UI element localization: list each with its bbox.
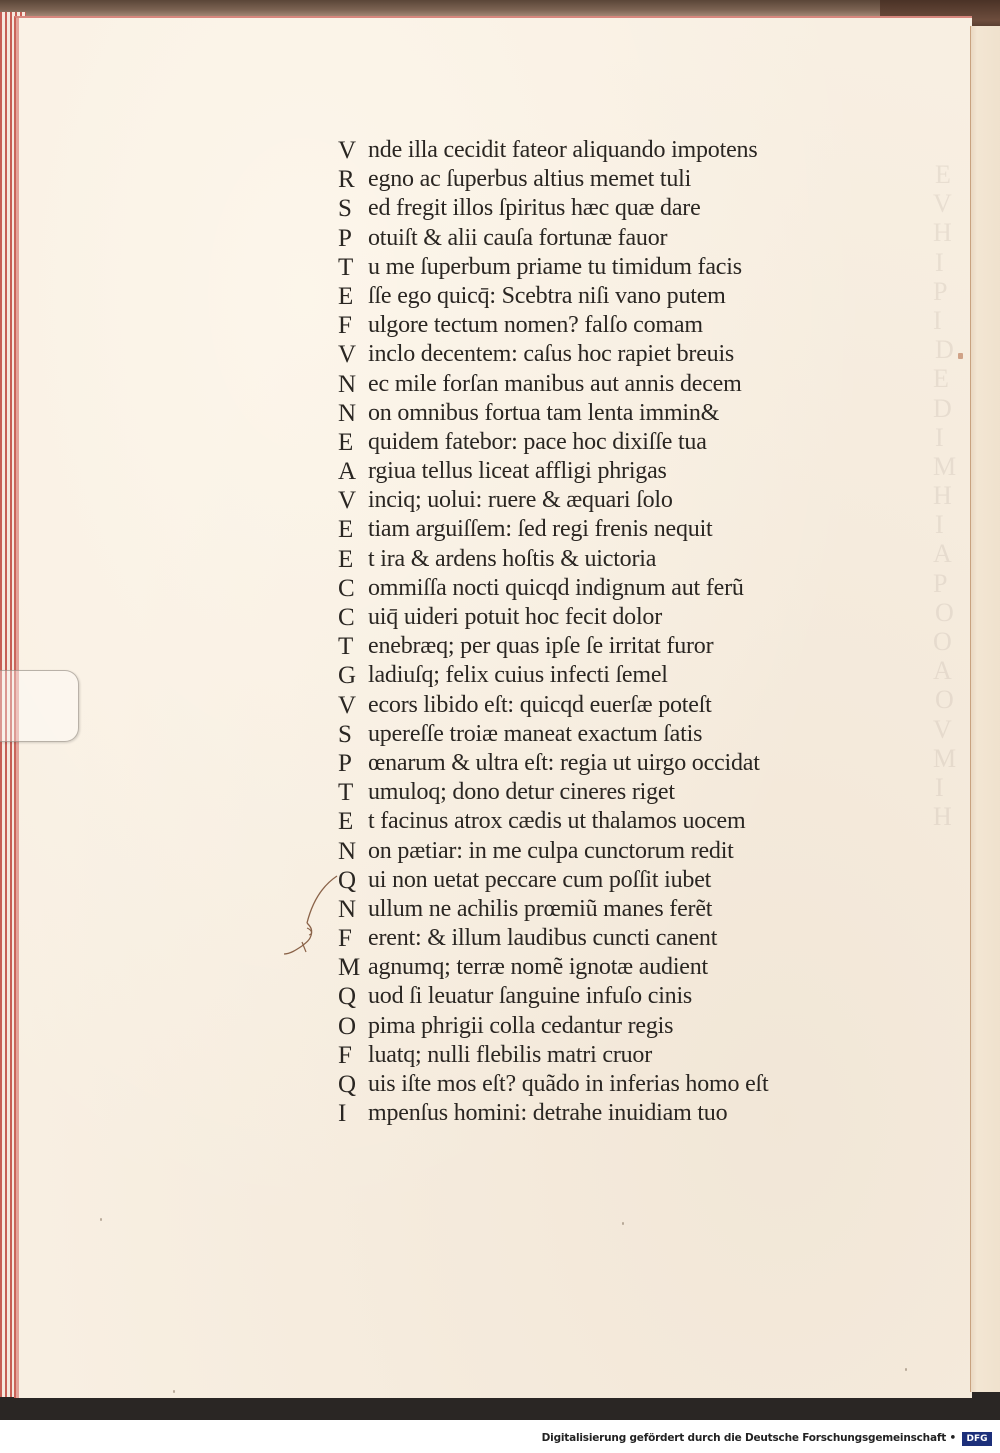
verse-text: erent: & illum laudibus cuncti canent (368, 925, 718, 952)
verse-text: ladiuſq; felix cuius infecti ſemel (368, 662, 668, 689)
verse-line (338, 224, 838, 253)
verse-initial: Q (338, 1071, 357, 1098)
bleed-through-initial: I (933, 305, 942, 335)
verse-initial: C (338, 574, 355, 602)
verse-initial: E (338, 516, 354, 544)
bleed-through-initial: I (935, 772, 944, 802)
verse-line (338, 720, 838, 749)
verse-text: ecors libido eſt: quicqd euerſæ poteſt (368, 691, 712, 718)
paper-speck (622, 1222, 624, 1225)
verse-initial: S (338, 720, 352, 748)
verse-line (338, 457, 838, 486)
bleed-through-initial: A (933, 656, 952, 686)
manicule-icon (282, 868, 342, 968)
verse-initial: C (338, 604, 355, 631)
verse-line (338, 603, 838, 632)
bleed-through-initial: I (935, 422, 944, 452)
paper-speck (100, 1218, 102, 1221)
bleed-through-initial: H (933, 481, 952, 511)
bleed-through-initial: H (933, 802, 952, 832)
verse-text: œnarum & ultra eſt: regia ut uirgo occidat (368, 749, 760, 776)
verse-line (338, 982, 838, 1011)
verse-initial: F (338, 312, 352, 340)
verse-line (338, 953, 838, 982)
verse-line (338, 340, 838, 369)
verse-line (338, 924, 838, 953)
verse-text: ed fregit illos ſpiritus hæc quæ dare (368, 195, 701, 222)
verse-line (338, 691, 838, 720)
verse-initial: E (338, 282, 354, 310)
verse-line (338, 1070, 838, 1099)
verse-text: upereſſe troiæ maneat exactum ſatis (368, 720, 703, 747)
bleed-through-initial: I (935, 247, 944, 277)
bleed-through-initial: V (933, 189, 952, 219)
bleed-through-initial: D (935, 335, 954, 365)
verse-initial: S (338, 195, 352, 223)
verse-text: ſſe ego quicq̄: Scebtra niſi vano putem (368, 282, 726, 309)
verse-line (338, 632, 838, 661)
verse-line (338, 866, 838, 895)
bleed-through-initial: E (933, 364, 949, 394)
verse-text: enebræq; per quas ipſe ſe irritat furor (368, 633, 714, 660)
bleed-through-initial: I (935, 510, 944, 540)
verse-line (338, 1012, 838, 1041)
bleed-through-initial: P (933, 568, 948, 598)
verse-initial: N (338, 370, 357, 398)
bleed-through-initial: E (935, 160, 951, 189)
verse-text: pima phrigii colla cedantur regis (368, 1012, 674, 1039)
verse-text: otuiſt & alii cauſa fortunæ fauor (368, 224, 668, 251)
verse-initial: I (338, 1100, 347, 1128)
verse-text: agnumq; terræ nomẽ ignotæ audient (368, 954, 709, 981)
verse-text: ulgore tectum nomen? falſo comam (368, 312, 703, 339)
verse-line (338, 545, 838, 574)
verse-line (338, 574, 838, 603)
verse-line (338, 1041, 838, 1070)
verse-initial: E (338, 808, 354, 836)
verse-line (338, 194, 838, 223)
verse-text: on pætiar: in me culpa cunctorum redit (368, 837, 734, 864)
paper-speck (173, 1390, 175, 1393)
verse-initial: R (338, 166, 355, 194)
bleed-through-initial: O (935, 597, 954, 627)
verse-initial: Q (338, 983, 357, 1011)
bleed-through-initial: M (933, 743, 957, 773)
verse-text: inciq; uolui: ruere & æquari ſolo (368, 487, 673, 514)
verse-initial: F (338, 925, 352, 953)
bleed-through-initial: O (935, 685, 954, 715)
verse-text: on omnibus fortua tam lenta immin& (368, 399, 720, 426)
verse-text: t ira & ardens hoſtis & uictoria (368, 545, 657, 572)
verse-initial: O (338, 1012, 357, 1040)
verse-initial: E (338, 428, 354, 456)
verse-text-block (338, 136, 838, 1128)
verse-line (338, 253, 838, 282)
verse-text: uis iſte mos eſt? quãdo in inferias homo eſt (368, 1071, 769, 1097)
dfg-logo: DFG (962, 1432, 992, 1446)
verse-text: uiq̄ uideri potuit hoc fecit dolor (368, 604, 662, 630)
verse-line (338, 661, 838, 690)
footer (0, 1420, 1000, 1453)
verse-line (338, 165, 838, 194)
verse-initial: T (338, 253, 354, 281)
verse-initial: M (338, 954, 361, 982)
verse-initial: Q (338, 866, 357, 894)
verse-text: tiam arguiſſem: ſed regi frenis nequit (368, 516, 713, 543)
bleed-through-initial: M (933, 451, 957, 481)
verse-initial: T (338, 633, 354, 661)
verse-initial: T (338, 779, 354, 807)
verse-text: inclo decentem: caſus hoc rapiet breuis (368, 341, 735, 368)
bleed-through-initial: V (933, 714, 952, 744)
verse-text: nde illa cecidit fateor aliquando impotens (368, 137, 758, 163)
bleed-through-initial: O (933, 627, 952, 656)
verse-initial: N (338, 399, 357, 427)
dfg-credit: Digitalisierung gefördert durch die Deutsche Forschungsgemeinschaft • (541, 1432, 956, 1444)
verse-text: egno ac ſuperbus altius memet tuli (368, 166, 692, 193)
verse-text: mpenſus homini: detrahe inuidiam tuo (368, 1100, 728, 1127)
verse-initial: P (338, 749, 352, 777)
verse-initial: V (338, 487, 357, 515)
bleed-through-initial: D (933, 393, 952, 423)
verse-text: ullum ne achilis prœmiũ manes ferẽt (368, 895, 713, 922)
verse-line (338, 311, 838, 340)
verse-initial: E (338, 545, 354, 573)
verse-line (338, 282, 838, 311)
verse-line (338, 428, 838, 457)
verse-initial: A (338, 458, 357, 486)
verse-initial: G (338, 662, 357, 690)
bleed-through-text (835, 160, 955, 1060)
verse-text: luatq; nulli flebilis matri cruor (368, 1041, 653, 1068)
verse-text: ec mile forſan manibus aut annis decem (368, 370, 742, 397)
verse-text: quidem fatebor: pace hoc dixiſſe tua (368, 428, 707, 455)
verse-initial: V (338, 691, 357, 719)
bleed-through-initial: A (933, 539, 952, 569)
verse-line (338, 778, 838, 807)
verse-line (338, 136, 838, 165)
verse-line (338, 837, 838, 866)
bleed-through-initial: P (933, 276, 948, 306)
verse-line (338, 370, 838, 399)
verse-initial: P (338, 224, 352, 252)
verse-text: u me ſuperbum priame tu timidum facis (368, 253, 742, 280)
verse-line (338, 515, 838, 544)
verse-line (338, 895, 838, 924)
verse-text: umuloq; dono detur cineres riget (368, 779, 675, 806)
verse-text: t facinus atrox cædis ut thalamos uocem (368, 808, 746, 835)
facing-page-edge (970, 26, 1000, 1392)
verse-initial: N (338, 895, 357, 923)
verse-text: rgiua tellus liceat affligi phrigas (368, 458, 667, 485)
verse-initial: F (338, 1041, 352, 1069)
verse-initial: V (338, 341, 357, 369)
verse-line (338, 807, 838, 836)
verse-line (338, 399, 838, 428)
verse-text: ommiſſa nocti quicqd indignum aut ferũ (368, 574, 744, 601)
paper-stain (958, 353, 963, 359)
verse-line (338, 486, 838, 515)
page-clip-holder (0, 670, 79, 742)
verse-line (338, 749, 838, 778)
paper-speck (905, 1368, 907, 1371)
verse-initial: V (338, 137, 357, 164)
verse-text: ui non uetat peccare cum poſſit iubet (368, 866, 712, 893)
bleed-through-initial: H (933, 218, 952, 248)
verse-text: uod ſi leuatur ſanguine infuſo cinis (368, 983, 693, 1010)
verse-line (338, 1099, 838, 1128)
verse-initial: N (338, 837, 357, 865)
